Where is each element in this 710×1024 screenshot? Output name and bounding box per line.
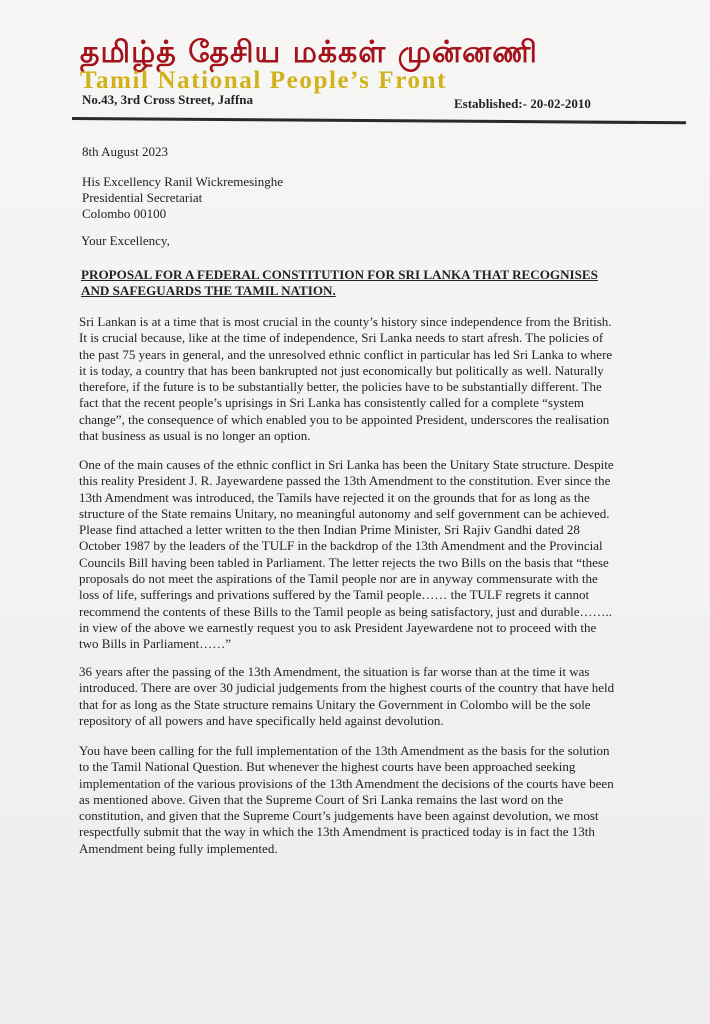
subject-line: AND SAFEGUARDS THE TAMIL NATION. [81,283,336,298]
paragraph-line: 36 years after the passing of the 13th Amendment, the situation is far worse than at the time it was [79,664,590,679]
paragraph-line: change”, the consequence of which enabled you to be appointed President, underscores the realisation [79,411,610,427]
party-address: No.43, 3rd Cross Street, Jaffna [82,92,254,107]
subject-line: PROPOSAL FOR A FEDERAL CONSTITUTION FOR SRI LANKA THAT RECOGNISES [81,267,598,282]
paragraph-line: structure of the State remains Unitary, no meaningful autonomy and self government can be achieved. [79,505,610,521]
paragraph-line: Sri Lankan is at a time that is most crucial in the county’s history since independence from the British. [79,314,612,329]
paragraph-line: respectfully submit that the way in which the 13th Amendment is practiced today is in fact the 13th [79,824,595,840]
paragraph-line: the past 75 years in general, and the unresolved ethnic conflict in particular has led Sri Lanka to where [79,346,613,362]
paragraph-1 [79,314,655,444]
paragraph-line: You have been calling for the full implementation of the 13th Amendment as the basis for the solution [79,743,610,758]
paragraph-line: fact that the recent people’s uprisings in Sri Lanka has consistently called for a complete “system [79,395,585,411]
paragraph-line: this reality President J. R. Jayewardene passed the 13th Amendment to the constitution. Ever since the [79,473,611,489]
paragraph-line: two Bills in Parliament……” [79,636,232,652]
paragraph-line: 13th Amendment was introduced, the Tamils have rejected it on the grounds that for as long as the [79,489,590,505]
paragraph-line: that business as usual is no longer an option. [79,428,311,444]
party-name-english: Tamil National People’s Front [80,67,448,94]
recipient-address [82,174,482,222]
paragraph-line: that for as long as the State structure remains Unitary the Government in Colombo will be the sole [79,696,591,712]
salutation: Your Excellency, [81,233,170,248]
paragraph-line: implementation of the various provisions of the 13th Amendment the decisions of the courts have been [79,775,614,791]
paragraph-line: introduced. There are over 30 judicial judgements from the highest courts of the country that have held [79,680,615,696]
recipient-line: Presidential Secretariat [82,190,203,206]
letterhead-divider [72,117,686,124]
established-date: Established:- 20-02-2010 [454,96,591,111]
paragraph-3 [79,664,655,729]
subject-heading [81,267,637,299]
paragraph-4 [79,743,655,857]
paragraph-line: Amendment being fully implemented. [79,840,278,856]
paragraph-line: recommend the contents of these Bills to the Tamil people as being satisfactory, just and durable…….. [79,603,613,619]
paragraph-line: proposals do not meet the aspirations of the Tamil people nor are in anyway commensurate with the [79,571,598,587]
recipient-line: Colombo 00100 [82,206,167,222]
paragraph-line: to the Tamil National Question. But whenever the highest courts have been approached seeking [79,759,576,775]
paragraph-line: in view of the above we earnestly request you to ask President Jayewardene not to proceed with the [79,619,597,635]
paragraph-line: therefore, if the future is to be substantially better, the policies have to be substantially different. The [79,379,602,395]
paragraph-line: Please find attached a letter written to the then Indian Prime Minister, Sri Rajiv Gandhi dated 28 [79,522,580,538]
paragraph-line: October 1987 by the leaders of the TULF in the backdrop of the 13th Amendment and the Provincial [79,538,603,554]
paragraph-line: as mentioned above. Given that the Supreme Court of Sri Lanka remains the last word on the [79,791,564,807]
paragraph-line: repository of all powers and have specifically held against devolution. [79,712,444,728]
paragraph-line: Councils Bill having been tabled in Parliament. The letter rejects the two Bills on the basis that “these [79,554,609,570]
paragraph-2 [79,457,655,653]
party-name-tamil: தமிழ்த் தேசிய மக்கள் முன்னணி [80,35,538,70]
paragraph-line: it is today, a country that has been bankrupted not just economically but politically as well. Naturally [79,362,604,378]
paragraph-line: loss of life, sufferings and privations suffered by the Tamil people…… the TULF regrets it cannot [79,587,590,603]
paragraph-line: constitution, and given that the Supreme Court’s judgements have been against devolution, we most [79,808,599,824]
recipient-line: His Excellency Ranil Wickremesinghe [82,174,284,189]
paragraph-line: One of the main causes of the ethnic conflict in Sri Lanka has been the Unitary State structure. Despite [79,457,614,472]
paragraph-line: It is crucial because, like at the time of independence, Sri Lanka needs to start afresh. The policies of [79,330,604,346]
letter-date: 8th August 2023 [82,144,168,159]
